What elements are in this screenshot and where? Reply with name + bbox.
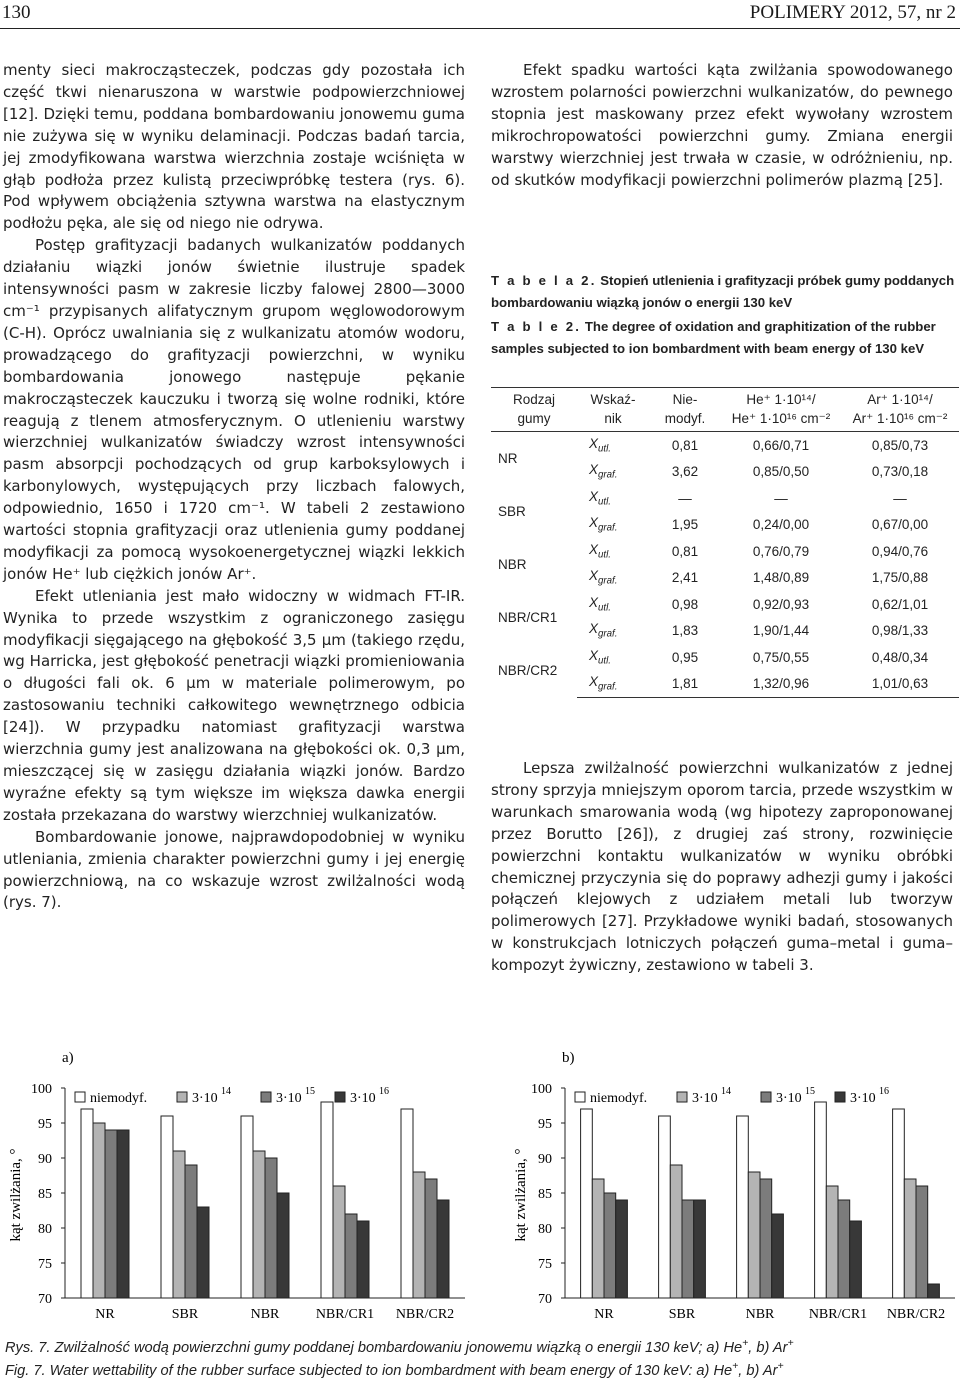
value-cell: — <box>678 490 692 506</box>
x-tick-label: SBR <box>171 1307 199 1322</box>
bar <box>241 1116 253 1298</box>
y-tick-label: 80 <box>538 1222 552 1237</box>
table-label-pl: T a b e l a 2. <box>491 273 597 288</box>
value-cell: — <box>774 490 788 506</box>
value-cell: 0,62/1,01 <box>871 596 929 612</box>
table-body <box>491 432 959 698</box>
indicator-cell: $X_{graf.}$ <box>589 568 618 588</box>
bar <box>694 1200 706 1298</box>
header-unmodified: Nie- modyf. <box>649 388 721 432</box>
header-he: He⁺ 1·10¹⁴/ He⁺ 1·10¹⁶ cm⁻² <box>721 388 841 432</box>
legend-swatch <box>677 1092 687 1102</box>
panel-label: b) <box>562 1050 575 1066</box>
paragraph: Postęp grafityzacji badanych wulkanizatów poddanych działaniu wiązki jonów świetnie ilustruje spadek intensywności pasm w zakresie liczby falowej 2800—3000 cm⁻¹ przypisanych alifatycznym grupom węglowodorowym (C-H). Oprócz uwalniania się z wulkanizatu atomów wodoru, prowadzącego do grafityzacji powierzchni, w wyniku bombardowania jonowego następuje pękanie makrocząsteczek kauczuku i tworzą się wolne rodniki, które reagują z tlenem atmosferycznym. O utlenieniu warstwy wierzchniej wulkanizatów świadczy wzrost intensywności pasm absorpcji pochodzących od grup karboksylowych i karbonylowych, występujących przy liczbach falowych, odpowiednio, 1650 i 1720 cm⁻¹. W tabeli 2 zestawiono wartości stopnia grafityzacji oraz utlenienia gumy poddanej modyfikacji za pomocą wysokoenergetycznej wiązki lekkich jonów He⁺ lub ciężkich jonów Ar⁺. <box>3 236 465 583</box>
table-label-en: T a b l e 2. <box>491 319 582 334</box>
legend-exponent: 14 <box>221 1086 231 1097</box>
bar <box>760 1179 772 1298</box>
indicator-cell: $X_{graf.}$ <box>589 462 618 482</box>
value-cell: 1,32/0,96 <box>721 671 841 698</box>
bar <box>357 1221 369 1298</box>
legend-swatch <box>575 1092 585 1102</box>
value-cell: 0,24/0,00 <box>752 517 810 533</box>
header-indicator: Wskaź- nik <box>577 388 649 432</box>
value-cell: 0,98 <box>671 596 699 612</box>
paragraph: menty sieci makrocząsteczek, podczas gdy pozostała ich część tkwi nienaruszona w warstwie podpowierzchniowej [12]. Dzięki temu, poddana bombardowaniu jonowemu guma nie zużywa się w wyniku delaminacji. Podczas badań tarcia, jej zmodyfikowana warstwa wierzchnia zostaje wciśnięta w głąb podłoża przez kulistą przeciwpróbkę testera (rys. 6). Pod wpływem obciążenia sztywna warstwa na elastycznym podłożu pęka, ale się od niego nie odrywa. <box>3 61 465 233</box>
paragraph: Bombardowanie jonowe, najprawdopodobniej w wyniku utleniania, zmienia charakter powierzchni gumy i jej energię powierzchniową, na co wskazuje wzrost zwilżalności wodą (rys. 7). <box>3 827 465 912</box>
figure-label-pl: Rys. 7. <box>5 1339 51 1356</box>
y-tick-label: 75 <box>38 1257 52 1272</box>
legend-swatch <box>761 1092 771 1102</box>
table-row <box>491 644 959 671</box>
table-row <box>491 591 959 618</box>
legend-exponent: 16 <box>379 1086 389 1097</box>
figure-caption-en-text: Water wettability of the rubber surface subjected to ion bombardment with beam energy of 130 keV: a) He <box>49 1362 733 1379</box>
header-rule <box>0 28 960 29</box>
indicator-cell: $X_{utl.}$ <box>589 541 611 561</box>
rubber-cell: NR <box>498 451 518 466</box>
value-cell: 0,48/0,34 <box>871 649 929 665</box>
bar <box>425 1179 437 1298</box>
value-cell: 1,01/0,63 <box>841 671 959 698</box>
bar <box>253 1151 265 1298</box>
bar <box>737 1116 749 1298</box>
legend-exponent: 14 <box>721 1086 731 1097</box>
indicator-cell: $X_{utl.}$ <box>589 647 611 667</box>
bar <box>659 1116 671 1298</box>
table-caption <box>491 270 959 360</box>
x-tick-label: SBR <box>668 1307 696 1322</box>
bar <box>333 1186 345 1298</box>
x-tick-label: NR <box>95 1307 115 1322</box>
paragraph: Efekt utleniania jest mało widoczny w widmach FT-IR. Wynika to przede wszystkim z ograniczonego zasięgu modyfikacji sięgającego na głębokość 3,5 μm (takiego rzędu, wg Harricka, jest głębokość penetracji wiązki promieniowania o długości fali ok. 6 μm w materiale polimerowym, po zastosowaniu techniki całkowitego wewnętrznego odbicia [24]). W przypadku natomiast grafityzacji warstwa wierzchnia gumy jest analizowana na głębokości ok. 0,3 μm, mieszczącej się w zasięgu działania wiązki jonów. Bardzo wyraźne efekty są tym większe im większa dawka energii została przekazana do warstwy wierzchniej wulkanizatów. <box>3 586 465 824</box>
bar <box>321 1102 333 1298</box>
figure-7 <box>0 1040 960 1340</box>
rubber-cell: NBR <box>498 557 527 572</box>
value-cell: 0,73/0,18 <box>871 464 929 480</box>
indicator-cell: $X_{utl.}$ <box>589 594 611 614</box>
figure-caption-en: Fig. 7. Water wettability of the rubber surface subjected to ion bombardment with beam energy of 130 keV: a) He+, b) Ar+ <box>5 1360 784 1379</box>
bar <box>850 1221 862 1298</box>
bar <box>117 1130 129 1298</box>
paragraph: Efekt spadku wartości kąta zwilżania spowodowanego wzrostem polarności powierzchni wulkanizatów, do pewnego stopnia jest maskowany przez efekt wywołany wzrostem mikrochropowatości powierzchni gumy. Zmiana energii warstwy wierzchniej jest trwała w czasie, w odróżnieniu, np. od skutków modyfikacji powierzchni polimerów plazmą [25]. <box>491 61 953 189</box>
y-axis-label: kąt zwilżania, ° <box>513 1148 529 1242</box>
figure-caption-pl-text: Zwilżalność wodą powierzchni gumy poddanej bombardowaniu jonowemu wiązką o energii 130 keV; a) He <box>54 1339 743 1356</box>
value-cell: 3,62 <box>671 464 699 480</box>
table-row <box>491 485 959 512</box>
value-cell: 1,95 <box>671 517 699 533</box>
bar <box>893 1109 905 1298</box>
bar <box>838 1200 850 1298</box>
bar <box>413 1172 425 1298</box>
legend-swatch <box>335 1092 345 1102</box>
y-tick-label: 100 <box>531 1082 552 1097</box>
y-tick-label: 90 <box>538 1152 552 1167</box>
x-tick-label: NBR <box>745 1307 775 1322</box>
table-caption-en: The degree of oxidation and graphitization of the rubber samples subjected to ion bombardment with beam energy of 130 keV <box>491 319 936 356</box>
value-cell: 0,67/0,00 <box>871 517 929 533</box>
panel-label: a) <box>62 1050 74 1066</box>
legend-label: 3·10 <box>692 1091 718 1106</box>
x-tick-label: NBR/CR1 <box>808 1307 868 1322</box>
legend-swatch <box>261 1092 271 1102</box>
legend-swatch <box>75 1092 85 1102</box>
legend-swatch <box>177 1092 187 1102</box>
value-cell: 0,81 <box>671 437 699 453</box>
table-2 <box>491 387 959 698</box>
indicator-cell: $X_{utl.}$ <box>589 435 611 455</box>
legend-exponent: 15 <box>305 1086 315 1097</box>
bar <box>93 1123 105 1298</box>
legend-exponent: 16 <box>879 1086 889 1097</box>
table-caption-pl: Stopień utlenienia i grafityzacji próbek gumy poddanych bombardowaniu wiązką jonów o energii 130 keV <box>491 273 955 310</box>
indicator-cell: $X_{utl.}$ <box>589 488 611 508</box>
journal-info: POLIMERY 2012, 57, nr 2 <box>749 2 956 23</box>
y-tick-label: 75 <box>538 1257 552 1272</box>
table-row <box>491 432 959 459</box>
bar <box>670 1165 682 1298</box>
y-tick-label: 85 <box>38 1187 52 1202</box>
bar <box>748 1172 760 1298</box>
figure-7-svg <box>0 1040 960 1340</box>
bar <box>105 1130 117 1298</box>
bar <box>581 1109 593 1298</box>
indicator-cell: $X_{graf.}$ <box>589 515 618 535</box>
bar <box>604 1193 616 1298</box>
x-tick-label: NBR/CR2 <box>886 1307 946 1322</box>
value-cell: 0,98/1,33 <box>871 623 929 639</box>
bar <box>826 1186 838 1298</box>
legend-label: 3·10 <box>350 1091 376 1106</box>
x-tick-label: NBR/CR1 <box>315 1307 375 1322</box>
value-cell: 0,66/0,71 <box>752 437 810 453</box>
value-cell: 0,76/0,79 <box>752 543 810 559</box>
paragraph: Lepsza zwilżalność powierzchni wulkanizatów z jednej strony sprzyja mniejszym oporom tarcia, przede wszystkim w warunkach smarowania wodą (wg hipotezy zaproponowanej przez Borutto [26]), z drugiej zaś strony, rozwinięcie powierzchni kontaktu wulkanizatów w wyniku obróbki chemicznej przyczynia się do poprawy adhezji gumy i jakości połączeń klejowych z udziałem metali lub tworzyw polimerowych [27]. Przykładowe wyniki badań, stosowanych w konstrukcjach lotniczych połączeń guma–metal i guma–kompozyt żywiczny, zestawiono w tabeli 3. <box>491 759 953 975</box>
indicator-cell: $X_{graf.}$ <box>589 621 618 641</box>
legend-label: 3·10 <box>192 1091 218 1106</box>
legend-label: 3·10 <box>850 1091 876 1106</box>
figure-label-en: Fig. 7. <box>5 1362 46 1379</box>
figure-caption-pl: Rys. 7. Zwilżalność wodą powierzchni gumy poddanej bombardowaniu jonowemu wiązką o energii 130 keV; a) He+, b) Ar+ <box>5 1337 794 1356</box>
bar <box>185 1165 197 1298</box>
header-rubber: Rodzaj gumy <box>491 388 577 432</box>
value-cell: 0,81 <box>671 543 699 559</box>
bar <box>81 1109 93 1298</box>
x-tick-label: NBR/CR2 <box>395 1307 455 1322</box>
y-tick-label: 85 <box>538 1187 552 1202</box>
bar <box>592 1179 604 1298</box>
page-header <box>0 0 960 30</box>
value-cell: 1,48/0,89 <box>752 570 810 586</box>
y-tick-label: 80 <box>38 1222 52 1237</box>
y-tick-label: 70 <box>38 1292 52 1307</box>
bar <box>401 1109 413 1298</box>
right-column-bottom <box>491 758 953 977</box>
bar <box>345 1214 357 1298</box>
value-cell: 0,92/0,93 <box>752 596 810 612</box>
legend-exponent: 15 <box>805 1086 815 1097</box>
bar <box>682 1200 694 1298</box>
legend-swatch <box>835 1092 845 1102</box>
page-number: 130 <box>2 2 31 23</box>
x-tick-label: NR <box>594 1307 614 1322</box>
indicator-cell: $X_{graf.}$ <box>577 671 649 698</box>
table-row <box>491 538 959 565</box>
bar <box>928 1284 940 1298</box>
value-cell: — <box>893 490 907 506</box>
bar <box>277 1193 289 1298</box>
value-cell: 0,85/0,73 <box>871 437 929 453</box>
legend-label: 3·10 <box>776 1091 802 1106</box>
left-column <box>3 60 465 914</box>
header-ar: Ar⁺ 1·10¹⁴/ Ar⁺ 1·10¹⁶ cm⁻² <box>841 388 959 432</box>
value-cell: 1,75/0,88 <box>871 570 929 586</box>
y-tick-label: 95 <box>538 1117 552 1132</box>
bar <box>616 1200 628 1298</box>
y-tick-label: 70 <box>538 1292 552 1307</box>
bar <box>772 1214 784 1298</box>
x-tick-label: NBR <box>250 1307 280 1322</box>
bar <box>904 1179 916 1298</box>
value-cell: 1,81 <box>649 671 721 698</box>
rubber-cell: SBR <box>498 504 526 519</box>
y-tick-label: 100 <box>31 1082 52 1097</box>
y-axis-label: kąt zwilżania, ° <box>8 1148 24 1242</box>
legend-label: niemodyf. <box>90 1091 148 1106</box>
value-cell: 0,85/0,50 <box>752 464 810 480</box>
bar <box>815 1102 827 1298</box>
y-tick-label: 95 <box>38 1117 52 1132</box>
bar <box>437 1200 449 1298</box>
legend-label: niemodyf. <box>590 1091 648 1106</box>
bar <box>916 1186 928 1298</box>
value-cell: 0,75/0,55 <box>752 649 810 665</box>
right-column-top <box>491 60 953 191</box>
rubber-cell: NBR/CR2 <box>498 663 558 679</box>
y-tick-label: 90 <box>38 1152 52 1167</box>
value-cell: 1,90/1,44 <box>752 623 810 639</box>
value-cell: 0,95 <box>671 649 699 665</box>
bar <box>197 1207 209 1298</box>
bar <box>265 1158 277 1298</box>
value-cell: 1,83 <box>671 623 699 639</box>
bar <box>173 1151 185 1298</box>
value-cell: 0,94/0,76 <box>871 543 929 559</box>
rubber-cell: NBR/CR1 <box>498 610 558 625</box>
bar <box>161 1116 173 1298</box>
legend-label: 3·10 <box>276 1091 302 1106</box>
value-cell: 2,41 <box>671 570 699 586</box>
